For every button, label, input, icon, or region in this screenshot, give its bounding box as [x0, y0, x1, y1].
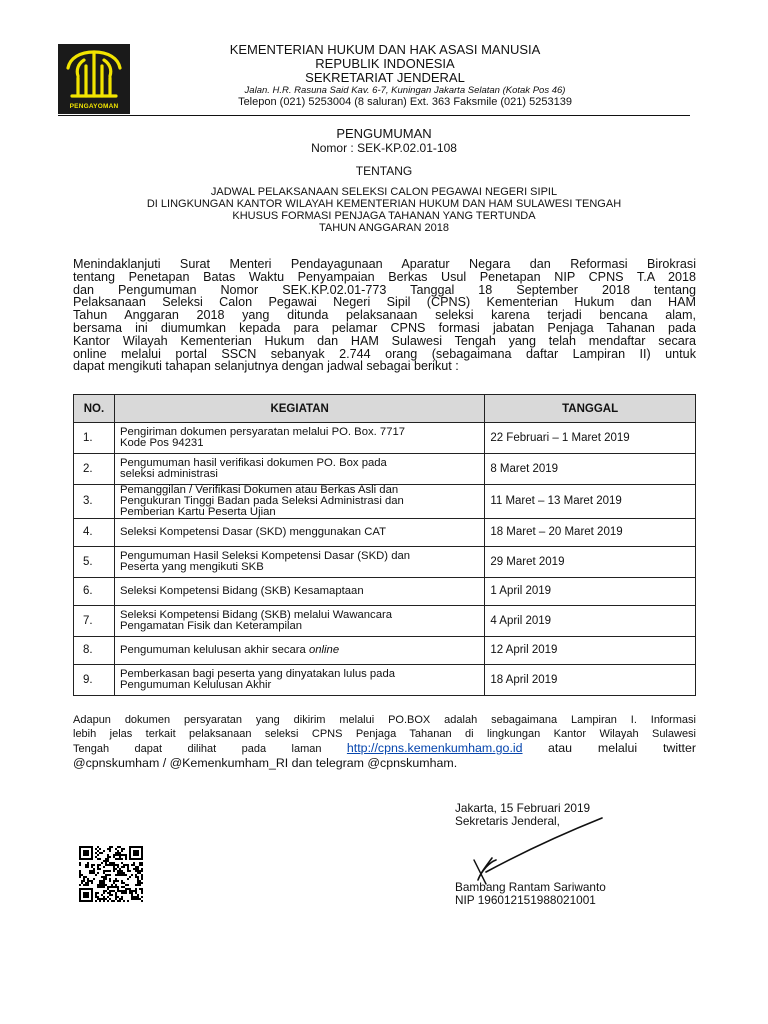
activity-line: Pengiriman dokumen persyaratan melalui PO. Box. 7717: [119, 426, 406, 438]
activity-line: Seleksi Kompetensi Dasar (SKD) menggunakan CAT: [119, 526, 386, 538]
row-date: 22 Februari – 1 Maret 2019: [485, 423, 696, 454]
table-row: [74, 485, 696, 519]
row-number: 8.: [74, 637, 115, 665]
table-row: [74, 519, 696, 547]
info-line: Adapun dokumen persyaratan yang dikirim melalui PO.BOX adalah sebagaimana Lampiran I. Informasi: [73, 714, 696, 726]
signer-name: Bambang Rantam Sariwanto: [455, 880, 606, 894]
body-line: tentang Penetapan Batas Waktu Penyampaian Berkas Usul Penetapan NIP CPNS T.A 2018: [73, 269, 696, 284]
row-number: 5.: [74, 547, 115, 578]
header-no: NO.: [74, 395, 115, 423]
subject-line: KHUSUS FORMASI PENJAGA TAHANAN YANG TERTUNDA: [232, 210, 536, 222]
activity-line: Pemberkasan bagi peserta yang dinyatakan lulus pada: [119, 668, 396, 680]
table-row: [74, 665, 696, 696]
office-address: Jalan. H.R. Rasuna Said Kav. 6-7, Kuningan Jakarta Selatan (Kotak Pos 46): [244, 85, 566, 96]
country-name: REPUBLIK INDONESIA: [315, 56, 455, 71]
row-number: 4.: [74, 519, 115, 547]
table-row: [74, 423, 696, 454]
signer-position: Sekretaris Jenderal,: [455, 814, 560, 828]
activity-line: Pengamatan Fisik dan Keterampilan: [119, 620, 303, 632]
row-activity: [114, 519, 484, 547]
document-number: Nomor : SEK-KP.02.01-108: [311, 141, 457, 155]
row-date: 8 Maret 2019: [485, 454, 696, 485]
row-date: 11 Maret – 13 Maret 2019: [485, 485, 696, 519]
activity-line: Pengumuman hasil verifikasi dokumen PO. Box pada: [119, 457, 387, 469]
document-title: PENGUMUMAN: [336, 126, 432, 141]
body-line: dapat mengikuti tahapan selanjutnya dengan jadwal sebagai berikut :: [73, 359, 459, 374]
body-line: Tahun Anggaran 2018 yang ditunda pelaksanaan seleksi karena terjadi bencana alam,: [73, 308, 696, 323]
pengayoman-emblem-icon: [58, 44, 130, 106]
handwritten-signature-icon: [472, 810, 622, 890]
row-date: 18 April 2019: [485, 665, 696, 696]
signer-nip: NIP 196012151988021001: [455, 893, 596, 907]
signing-place-date: Jakarta, 15 Februari 2019: [455, 801, 591, 815]
unit-name: SEKRETARIAT JENDERAL: [305, 70, 465, 85]
table-row: [74, 606, 696, 637]
row-activity: [114, 485, 484, 519]
row-date: 12 April 2019: [485, 637, 696, 665]
table-row: [74, 454, 696, 485]
schedule-table: [73, 394, 696, 696]
info-line: [73, 741, 696, 756]
table-header-row: [74, 395, 696, 423]
info-line: @cpnskumham / @Kemenkumham_RI dan telegram @cpnskumham.: [73, 756, 458, 770]
body-line: Kantor Wilayah Kementerian Hukum dan HAM Sulawesi Tengah yang telah mendaftar secara: [73, 333, 696, 348]
row-activity: [114, 547, 484, 578]
row-number: 9.: [74, 665, 115, 696]
row-activity: [114, 454, 484, 485]
ministry-logo: [58, 44, 130, 114]
row-date: 1 April 2019: [485, 578, 696, 606]
office-phone: Telepon (021) 5253004 (8 saluran) Ext. 363 Faksmile (021) 5253139: [238, 96, 572, 108]
header-kegiatan: KEGIATAN: [114, 395, 484, 423]
subject-line: TAHUN ANGGARAN 2018: [318, 222, 449, 234]
info-text: atau melalui twitter: [547, 741, 696, 755]
activity-text: Pengumuman kelulusan akhir secara: [119, 644, 309, 656]
row-activity: [114, 637, 484, 665]
activity-italic-text: online: [308, 644, 340, 656]
activity-line: Seleksi Kompetensi Bidang (SKB) Kesamaptaan: [119, 585, 364, 597]
subject-line: JADWAL PELAKSANAAN SELEKSI CALON PEGAWAI NEGERI SIPIL: [210, 186, 558, 198]
qr-code-icon: [79, 846, 143, 902]
activity-line: Seleksi Kompetensi Bidang (SKB) melalui Wawancara: [119, 609, 393, 621]
ministry-name: KEMENTERIAN HUKUM DAN HAK ASASI MANUSIA: [229, 42, 541, 57]
activity-line: Pengumuman Hasil Seleksi Kompetensi Dasar (SKD) dan: [119, 550, 411, 562]
activity-line: Pemanggilan / Verifikasi Dokumen atau Berkas Asli dan: [119, 484, 399, 496]
row-number: 2.: [74, 454, 115, 485]
body-line: online melalui portal SSCN sebanyak 2.744 orang (sebagaimana daftar Lampiran II) untuk: [73, 346, 696, 361]
row-number: 1.: [74, 423, 115, 454]
body-line: bersama ini diumumkan kepada para pelamar CPNS formasi jabatan Penjaga Tahanan pada: [73, 320, 696, 335]
letterhead-divider: [58, 115, 690, 116]
body-line: Menindaklanjuti Surat Menteri Pendayagunaan Aparatur Negara dan Reformasi Birokrasi: [73, 257, 696, 271]
activity-line: Kode Pos 94231: [119, 437, 204, 449]
row-date: 4 April 2019: [485, 606, 696, 637]
row-number: 6.: [74, 578, 115, 606]
row-activity: [114, 423, 484, 454]
tentang-label: TENTANG: [355, 164, 413, 178]
info-paragraph: [73, 713, 696, 770]
activity-line: Pengukuran Tinggi Badan pada Seleksi Administrasi dan: [119, 495, 404, 507]
row-activity: [114, 665, 484, 696]
info-text: Tengah dapat dilihat pada laman: [73, 743, 322, 755]
activity-line: seleksi administrasi: [119, 468, 218, 480]
row-number: 3.: [74, 485, 115, 519]
body-line: dan Pengumuman Nomor SEK.KP.02.01-773 Tanggal 18 September 2018 tentang: [73, 282, 696, 297]
activity-line: Pemberian Kartu Peserta Ujian: [119, 506, 276, 518]
row-activity: [114, 606, 484, 637]
row-date: 18 Maret – 20 Maret 2019: [485, 519, 696, 547]
activity-line: Peserta yang mengikuti SKB: [119, 561, 264, 573]
cpns-website-link[interactable]: http://cpns.kemenkumham.go.id: [346, 741, 523, 755]
row-date: 29 Maret 2019: [485, 547, 696, 578]
body-line: Pelaksanaan Seleksi Calon Pegawai Negeri Sipil (CPNS) Kementerian Hukum dan HAM: [73, 295, 696, 310]
subject-line: DI LINGKUNGAN KANTOR WILAYAH KEMENTERIAN HUKUM DAN HAM SULAWESI TENGAH: [146, 198, 622, 210]
body-paragraph: [73, 258, 696, 373]
row-number: 7.: [74, 606, 115, 637]
info-line: lebih jelas terkait pelaksanaan seleksi CPNS Penjaga Tahanan di lingkungan Kantor Wilayah Sulawesi: [73, 728, 696, 740]
activity-line: Pengumuman Kelulusan Akhir: [119, 679, 272, 691]
table-row: [74, 547, 696, 578]
header-tanggal: TANGGAL: [485, 395, 696, 423]
table-row: [74, 578, 696, 606]
table-row: [74, 637, 696, 665]
logo-caption: PENGAYOMAN: [69, 103, 119, 110]
row-activity: [114, 578, 484, 606]
